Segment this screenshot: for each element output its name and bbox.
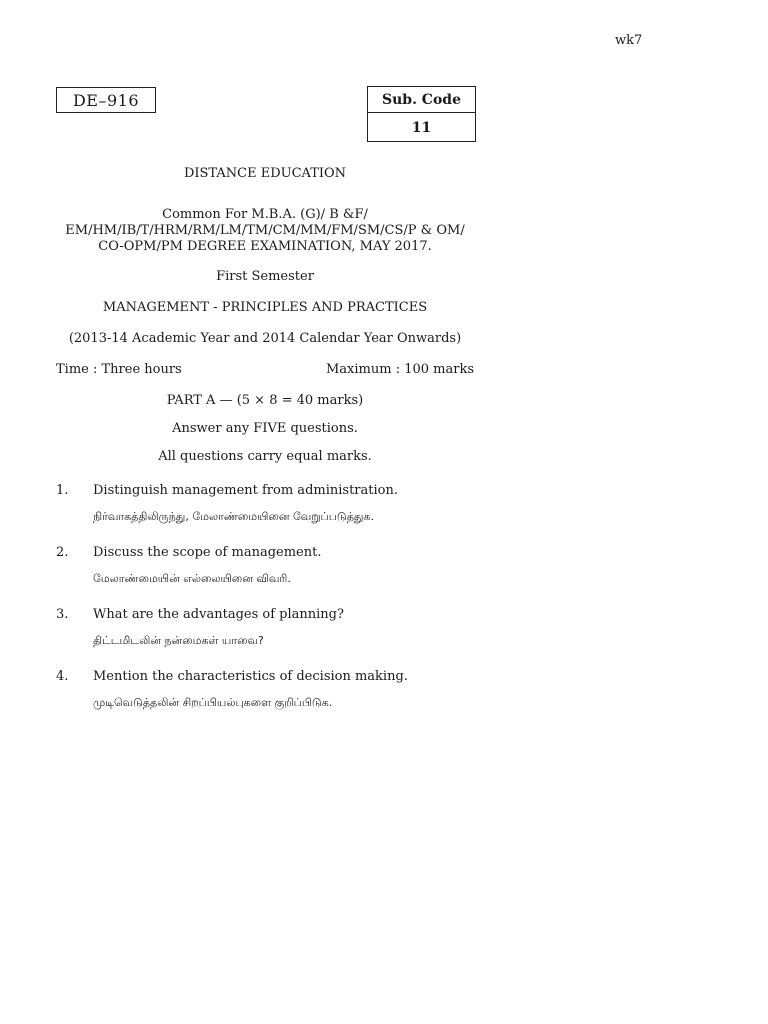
instruction-answer: Answer any FIVE questions.	[172, 421, 358, 436]
question-tamil: முடிவெடுத்தலின் சிறப்பியல்புகளை குறிப்பிடுக.	[93, 696, 333, 709]
question-english: Discuss the scope of management.	[93, 545, 322, 560]
semester-label: First Semester	[216, 269, 314, 284]
maximum-marks: Maximum : 100 marks	[325, 362, 474, 377]
page-reference: wk7	[615, 33, 643, 48]
programme-list	[40, 207, 490, 255]
subject-code-label: Sub. Code	[368, 87, 475, 113]
academic-years: (2013-14 Academic Year and 2014 Calendar Year Onwards)	[68, 331, 462, 346]
paper-code-box	[56, 87, 156, 113]
question-english: Mention the characteristics of decision making.	[93, 669, 408, 684]
question-tamil: நிர்வாகத்திலிருந்து, மேலாண்மையினை வேறுப்படுத்துக.	[93, 510, 374, 523]
programme-line-3: CO-OPM/PM DEGREE EXAMINATION, MAY 2017.	[98, 239, 432, 254]
programme-line-1: Common For M.B.A. (G)/ B &F/	[162, 207, 368, 222]
subject-code-value: 11	[411, 119, 432, 136]
subject-title: MANAGEMENT - PRINCIPLES AND PRACTICES	[102, 300, 428, 315]
paper-code: DE–916	[72, 90, 140, 110]
part-heading: PART A — (5 × 8 = 40 marks)	[166, 393, 364, 408]
time-allowed: Time : Three hours	[56, 362, 182, 377]
question-tamil: மேலாண்மையின் எல்லையினை விவரி.	[93, 572, 291, 585]
exam-meta-row	[56, 362, 474, 377]
programme-line-2: EM/HM/IB/T/HRM/RM/LM/TM/CM/MM/FM/SM/CS/P & OM/	[65, 223, 465, 238]
question-number: 3.	[56, 607, 69, 622]
question-english: What are the advantages of planning?	[93, 607, 344, 622]
subject-code-box	[367, 86, 476, 142]
instruction-marks: All questions carry equal marks.	[158, 449, 372, 464]
question-number: 1.	[56, 483, 69, 498]
question-number: 2.	[56, 545, 69, 560]
question-english: Distinguish management from administration.	[93, 483, 398, 498]
question-number: 4.	[56, 669, 69, 684]
question-tamil: திட்டமிடலின் நன்மைகள் யாவை?	[93, 634, 264, 647]
institution-title: DISTANCE EDUCATION	[183, 166, 347, 181]
